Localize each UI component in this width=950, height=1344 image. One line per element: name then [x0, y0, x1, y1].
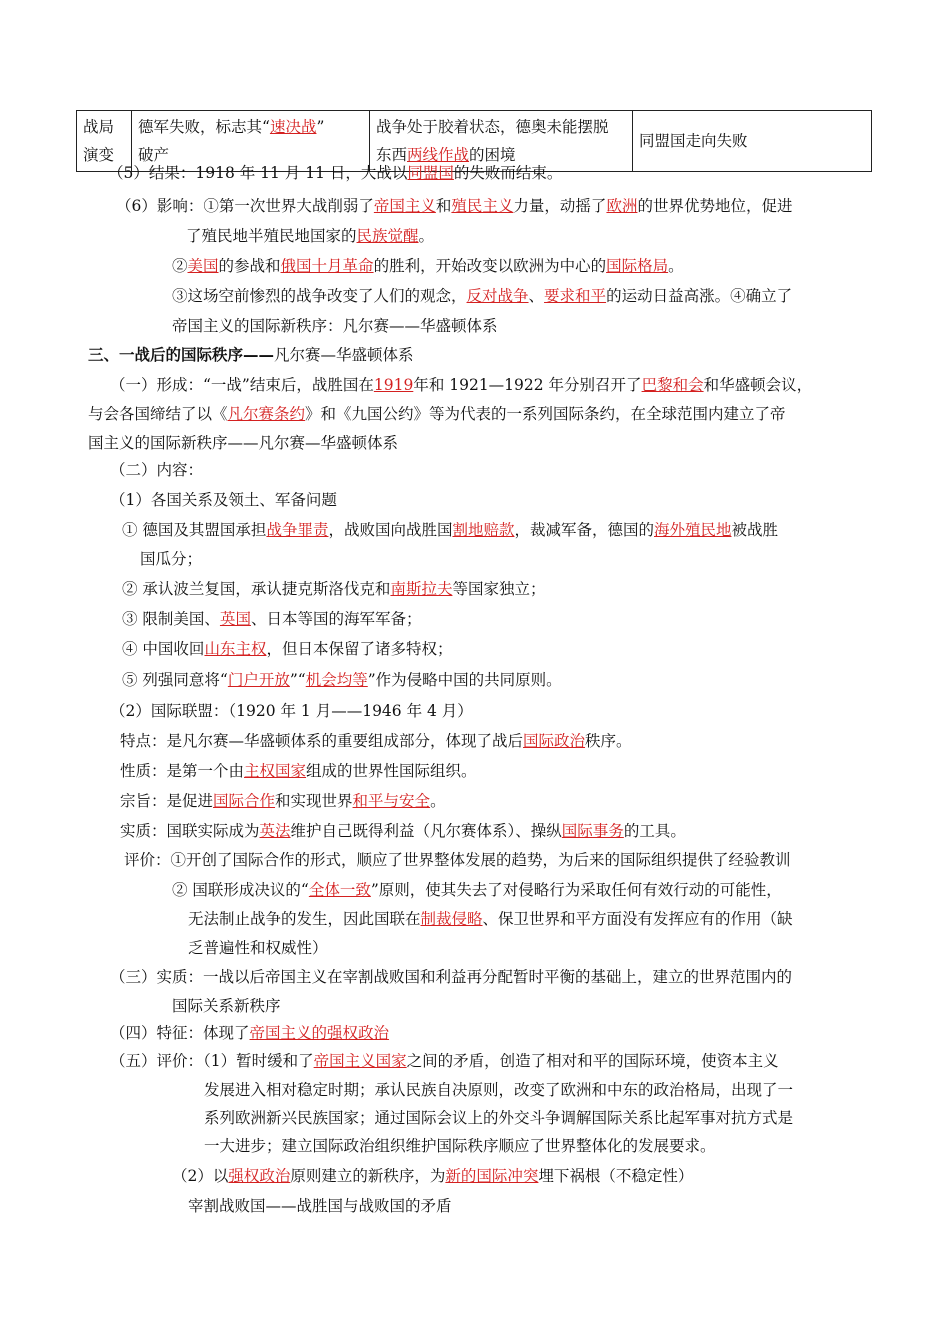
line-text: ”作为侵略中国的共同原则。	[367, 671, 562, 689]
key-term: 帝国主义	[373, 197, 436, 215]
key-term: 两线作战	[407, 146, 470, 164]
text-line	[204, 1136, 716, 1156]
key-term: 国际合作	[213, 792, 276, 810]
line-text: （五）评价：（1）暂时缓和了	[110, 1052, 314, 1070]
line-text: 实质：国联实际成为	[120, 822, 260, 840]
line-text: ⑤ 列强同意将“	[122, 671, 228, 689]
line-text: （二）内容：	[110, 461, 204, 479]
key-term: 制裁侵略	[420, 910, 483, 928]
text-line	[122, 639, 452, 659]
line-text: （四）特征：体现了	[110, 1024, 250, 1042]
line-text: ，裁减军备，德国的	[514, 521, 654, 539]
key-term: 主权国家	[244, 762, 307, 780]
key-term: 南斯拉夫	[390, 580, 453, 598]
key-term: 欧洲	[606, 197, 638, 215]
text-line	[88, 433, 398, 453]
key-term: 国际政治	[523, 732, 586, 750]
text-line	[204, 1108, 793, 1128]
line-text: 。	[430, 792, 446, 810]
section-heading	[88, 345, 414, 365]
text-line	[122, 670, 562, 690]
line-text: （2）国际联盟：（1920 年 1 月——1946 年 4 月）	[110, 702, 473, 720]
line-text: （6）影响：①第一次世界大战削弱了	[116, 197, 374, 215]
text-line	[122, 520, 778, 540]
line-text: （2）以	[172, 1167, 229, 1185]
text-line	[120, 731, 632, 751]
text-line	[122, 579, 545, 599]
table-cell	[633, 111, 872, 172]
cell-text: 同盟国走向失败	[639, 132, 748, 150]
key-term: 英法	[259, 822, 291, 840]
text-line	[122, 609, 421, 629]
key-term: 英国	[219, 610, 251, 628]
line-text: （1）各国关系及领土、军备问题	[110, 491, 337, 509]
text-line	[172, 286, 792, 306]
key-term: 机会均等	[305, 671, 368, 689]
line-text: 年和 1921—1922 年分别召开了	[413, 376, 642, 394]
line-text: ②	[172, 257, 188, 275]
text-line	[172, 256, 684, 276]
line-text: 一大进步；建立国际政治组织维护国际秩序顺应了世界整体化的发展要求。	[204, 1137, 716, 1155]
line-text: 的胜利，开始改变以欧洲为中心的	[373, 257, 607, 275]
line-text: 被战胜	[731, 521, 779, 539]
line-text: 评价：①开创了国际合作的形式，顺应了世界整体发展的趋势，为后来的国际组织提供了经验教训	[124, 851, 791, 869]
key-term: 巴黎和会	[641, 376, 704, 394]
key-term: 帝国主义的强权政治	[249, 1024, 390, 1042]
line-text: 、日本等国的海军军备；	[250, 610, 422, 628]
line-text: 国际关系新秩序	[172, 997, 281, 1015]
line-text: 国瓜分；	[140, 550, 203, 568]
text-line	[188, 938, 328, 958]
line-text: 。	[418, 227, 435, 245]
cell-text: 的困境	[469, 146, 516, 164]
line-text: 三、一战后的国际秩序——	[88, 346, 275, 364]
text-line	[110, 967, 792, 987]
line-text: 和	[435, 197, 452, 215]
key-term: 国际事务	[561, 822, 624, 840]
key-term: 强权政治	[228, 1167, 291, 1185]
key-term: 1919	[373, 376, 414, 394]
line-text: 的运动日益高涨。④确立了	[606, 287, 793, 305]
key-term: 海外殖民地	[654, 521, 732, 539]
line-text: 之间的矛盾，创造了相对和平的国际环境，使资本主义	[406, 1052, 779, 1070]
line-text: 发展进入相对稳定时期；承认民族自决原则，改变了欧洲和中东的政治格局，出现了一	[204, 1081, 794, 1099]
text-line	[172, 996, 281, 1016]
line-text: （5）结果：1918 年 11 月 11 日，大战以	[108, 164, 408, 182]
line-text: ”原则，使其失去了对侵略行为采取任何有效行动的可能性，	[370, 881, 782, 899]
text-line	[120, 821, 686, 841]
line-text: 系列欧洲新兴民族国家；通过国际会议上的外交斗争调解国际关系比起军事对抗方式是	[204, 1109, 794, 1127]
text-line	[188, 1196, 452, 1216]
line-text: 的工具。	[623, 822, 686, 840]
line-text: 的参战和	[218, 257, 281, 275]
cell-text: 战争处于胶着状态，德奥未能摆脱	[376, 118, 609, 136]
text-line	[116, 196, 792, 216]
line-text: 与会各国缔结了以《	[88, 405, 228, 423]
text-line	[110, 701, 473, 721]
cell-text: 演变	[83, 146, 115, 164]
line-text: 无法制止战争的发生，因此国联在	[188, 910, 421, 928]
key-term: 同盟国	[407, 164, 454, 182]
key-term: 反对战争	[466, 287, 529, 305]
text-line	[110, 490, 337, 510]
key-term: 速决战	[269, 118, 317, 136]
key-term: 要求和平	[544, 287, 607, 305]
line-text: 凡尔赛—华盛顿体系	[274, 346, 414, 364]
key-term: 全体一致	[308, 881, 371, 899]
line-text: 。	[668, 257, 684, 275]
line-text: 和实现世界	[275, 792, 353, 810]
text-line	[140, 549, 202, 569]
line-text: ③ 限制美国、	[122, 610, 220, 628]
line-text: 、	[528, 287, 545, 305]
key-term: 战争罪责	[266, 521, 329, 539]
text-line	[172, 880, 782, 900]
line-text: ，战败国向战胜国	[328, 521, 453, 539]
line-text: ② 承认波兰复国，承认捷克斯洛伐克和	[122, 580, 391, 598]
line-text: 特点：是凡尔赛—华盛顿体系的重要组成部分，体现了战后	[120, 732, 524, 750]
text-line	[88, 404, 786, 424]
cell-text: 破产	[138, 146, 170, 164]
key-term: 割地赔款	[452, 521, 515, 539]
key-term: 门户开放	[227, 671, 290, 689]
line-text: 的世界优势地位，促进	[637, 197, 793, 215]
text-line	[188, 909, 793, 929]
key-term: 帝国主义国家	[313, 1052, 407, 1070]
line-text: ④ 中国收回	[122, 640, 205, 658]
line-text: 等国家独立；	[452, 580, 546, 598]
line-text: （三）实质：一战以后帝国主义在宰割战败国和利益再分配暂时平衡的基础上，建立的世界范围内的	[110, 968, 793, 986]
line-text: 秩序。	[585, 732, 632, 750]
text-line	[110, 1023, 389, 1043]
line-text: 帝国主义的国际新秩序：凡尔赛——华盛顿体系	[172, 317, 498, 335]
text-line	[204, 1080, 793, 1100]
line-text: 了殖民地半殖民地国家的	[186, 227, 357, 245]
line-text: 力量，动摇了	[513, 197, 607, 215]
line-text: 乏普遍性和权威性）	[188, 939, 328, 957]
line-text: ② 国联形成决议的“	[172, 881, 309, 899]
text-line	[186, 226, 434, 246]
line-text: 的失败而结束。	[453, 164, 563, 182]
line-text: 宰割战败国——战胜国与战败国的矛盾	[188, 1197, 452, 1215]
text-line	[172, 316, 498, 336]
line-text: ，但日本保留了诸多特权；	[266, 640, 453, 658]
key-term: 山东主权	[204, 640, 267, 658]
line-text: ① 德国及其盟国承担	[122, 521, 267, 539]
key-term: 新的国际冲突	[445, 1167, 539, 1185]
key-term: 俄国十月革命	[280, 257, 374, 275]
text-line	[172, 1166, 693, 1186]
key-term: 和平与安全	[352, 792, 431, 810]
text-line	[110, 375, 812, 395]
cell-text: 东西	[376, 146, 408, 164]
text-line	[124, 850, 791, 870]
line-text: 、保卫世界和平方面没有发挥应有的作用（缺	[482, 910, 793, 928]
line-text: 原则建立的新秩序，为	[290, 1167, 446, 1185]
text-line	[108, 163, 562, 183]
line-text: 和华盛顿会议，	[703, 376, 813, 394]
key-term: 凡尔赛条约	[227, 405, 306, 423]
cell-text: ”	[316, 118, 325, 136]
line-text: 维护自己既得利益（凡尔赛体系）、操纵	[290, 822, 562, 840]
key-term: 国际格局	[606, 257, 669, 275]
cell-text: 德军失败，标志其“	[138, 118, 270, 136]
text-line	[120, 761, 477, 781]
line-text: 组成的世界性国际组织。	[306, 762, 477, 780]
key-term: 殖民主义	[451, 197, 514, 215]
line-text: 性质：是第一个由	[120, 762, 245, 780]
line-text: ③这场空前惨烈的战争改变了人们的观念，	[172, 287, 467, 305]
key-term: 民族觉醒	[356, 227, 419, 245]
line-text: （一）形成：“一战”结束后，战胜国在	[110, 376, 374, 394]
key-term: 美国	[187, 257, 219, 275]
cell-text: 战局	[83, 118, 115, 136]
line-text: 国主义的国际新秩序——凡尔赛—华盛顿体系	[88, 434, 399, 452]
line-text: ”“	[289, 671, 306, 689]
line-text: 》和《九国公约》等为代表的一系列国际条约，在全球范围内建立了帝	[305, 405, 786, 423]
text-line	[110, 1051, 779, 1071]
text-line	[110, 460, 203, 480]
line-text: 埋下祸根（不稳定性）	[538, 1167, 694, 1185]
line-text: 宗旨：是促进	[120, 792, 214, 810]
text-line	[120, 791, 446, 811]
